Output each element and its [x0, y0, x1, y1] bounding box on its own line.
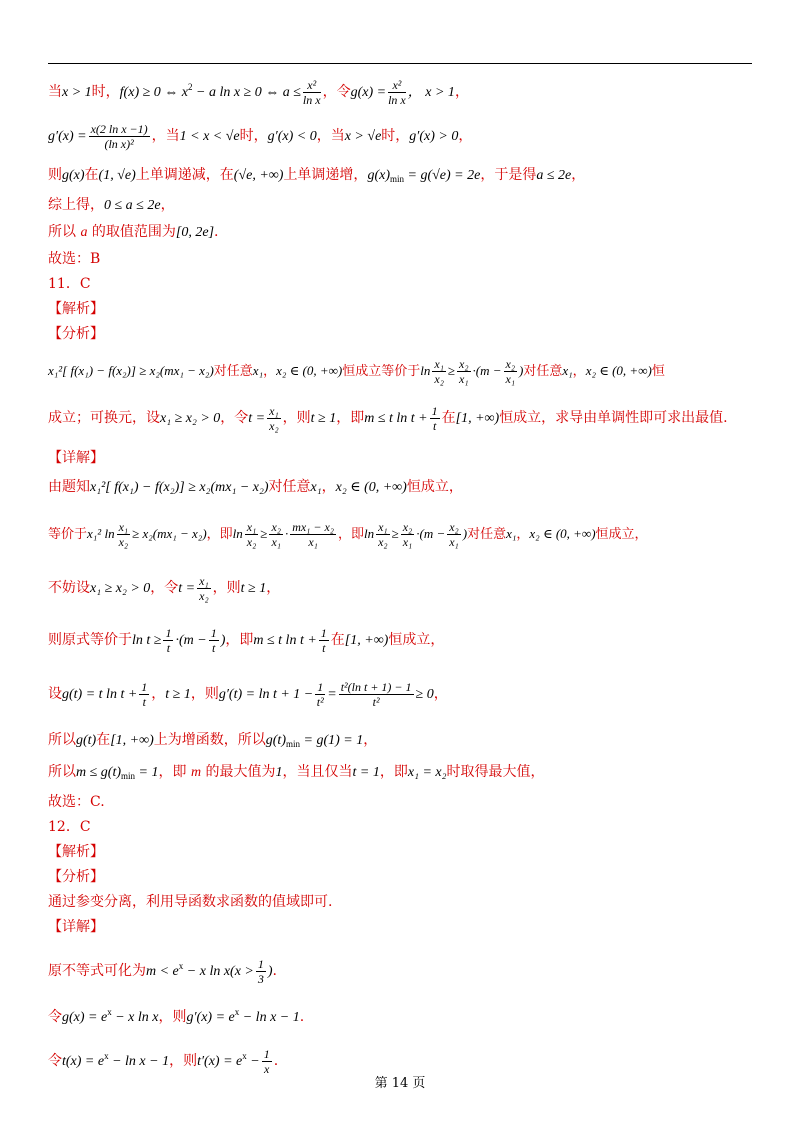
text: ，则: [212, 580, 241, 596]
math: x₁²[ f(x₁) − f(x₂)] ≥ x₂(mx₁ − x₂): [90, 480, 269, 495]
denominator: x₂: [434, 372, 444, 386]
math: t ≥ 1: [310, 411, 337, 426]
numerator: 1: [263, 1046, 270, 1061]
math: ): [519, 363, 524, 378]
denominator: ln x: [302, 92, 321, 107]
line-14: [48, 511, 752, 557]
math: g′(x) < 0: [267, 129, 317, 144]
numerator: x₁: [378, 520, 388, 534]
denominator: x: [264, 1061, 270, 1076]
math: g(t): [265, 733, 286, 748]
text: ，: [160, 197, 175, 213]
fraction: [89, 122, 150, 151]
math: g′(t) = ln t + 1 −: [218, 687, 314, 702]
math: f(x) ≥ 0 ⇔ x: [119, 85, 188, 100]
text: ，当: [151, 128, 180, 144]
numerator: 1: [210, 625, 217, 640]
math: ): [220, 633, 226, 648]
math-sup: x: [104, 1051, 109, 1061]
question-11-heading: [48, 272, 752, 297]
text: 时，: [381, 128, 410, 144]
math: − a ln x ≥ 0 ⇔ a ≤: [192, 85, 301, 100]
math: ·: [284, 526, 289, 541]
fraction: [447, 520, 461, 549]
fraction: [457, 357, 471, 386]
math: ≥ 0: [415, 687, 434, 702]
math: g(t) = t ln t +: [62, 687, 138, 702]
numerator: x₂: [505, 357, 516, 371]
text: 11．C: [48, 276, 91, 292]
math: ·(m −: [175, 633, 207, 648]
math: a ≤ 2e: [536, 168, 572, 183]
math: g(x) = e: [62, 1010, 108, 1025]
math: ·(m −: [472, 363, 502, 378]
line-4: [48, 192, 752, 218]
text: .: [272, 963, 277, 979]
text: 【详解】: [48, 919, 104, 935]
line-1: [48, 66, 752, 108]
fraction: [139, 680, 149, 709]
math: − x ln x: [111, 1010, 159, 1025]
text: 上单调递减，在: [135, 167, 234, 183]
math: x₂ ∈ (0, +∞): [335, 480, 407, 495]
math: g′(x) = e: [186, 1010, 235, 1025]
math: ): [462, 526, 468, 541]
text: ，则: [282, 410, 311, 426]
numerator: 1: [320, 625, 327, 640]
line-10: [48, 347, 752, 395]
math: 0 ≤ a ≤ 2e: [104, 198, 161, 213]
numerator: x₂: [402, 520, 413, 534]
text: 恒成立，: [406, 479, 463, 495]
math: [1, +∞): [110, 733, 154, 748]
math-sup: x: [242, 1051, 247, 1061]
text: 恒成立，: [388, 632, 445, 648]
text: 由题知: [48, 479, 90, 495]
math: m: [190, 765, 202, 780]
text: 恒成立等价于: [342, 364, 421, 379]
text: ，: [266, 580, 281, 596]
math: g(x) =: [350, 85, 387, 100]
fraction: [245, 520, 259, 549]
denominator: x₂: [118, 535, 129, 549]
line-18: [48, 725, 752, 755]
text: ，即: [337, 527, 364, 542]
math: ， x > 1: [407, 85, 455, 100]
text: ，: [516, 527, 530, 542]
fraction: [209, 626, 219, 655]
line-24: [48, 890, 752, 915]
math: t′(x) = e: [197, 1054, 243, 1069]
denominator: t: [432, 418, 437, 433]
fraction: [163, 626, 173, 655]
math: m ≤ g(t): [76, 765, 122, 780]
math: = g(1) = 1: [300, 733, 364, 748]
fraction: [388, 78, 406, 107]
numerator: x²: [303, 78, 321, 93]
math: g′(x) > 0: [409, 129, 459, 144]
math: t = 1: [352, 765, 380, 780]
math: 1: [275, 765, 283, 780]
denominator: t: [142, 694, 146, 709]
math: − ln x − 1: [108, 1054, 170, 1069]
fraction: [430, 404, 440, 433]
text: 恒: [651, 364, 665, 379]
text: 【解析】: [48, 301, 104, 317]
denominator: t²: [316, 694, 324, 709]
line-26: [48, 944, 752, 988]
math: x₁ = x₂: [407, 765, 447, 780]
text: ，即: [225, 632, 254, 648]
page-number: 第 14 页: [374, 1076, 426, 1091]
text: 【分析】: [48, 869, 104, 885]
numerator: 1: [165, 625, 172, 640]
math: x₁²[ f(x₁) − f(x₂)] ≥ x₂(mx₁ − x₂): [48, 363, 214, 378]
text: 成立；可换元，设: [48, 410, 160, 426]
fraction: [269, 520, 283, 549]
numerator: x₂: [449, 520, 459, 534]
fraction: [504, 357, 518, 386]
math: g(x): [367, 168, 390, 183]
text: 在: [441, 410, 456, 426]
line-17: [48, 671, 752, 717]
text: 不妨设: [48, 580, 90, 596]
section-xiangjie-2: [48, 915, 752, 940]
math: ≥: [391, 526, 399, 541]
denominator: x₂: [199, 588, 209, 603]
text: 12．C: [48, 819, 91, 835]
text: 在: [84, 167, 99, 183]
math-sub: min: [285, 739, 300, 749]
line-15: [48, 565, 752, 611]
top-rule: [48, 63, 752, 64]
line-3: [48, 158, 752, 192]
section-fenxi-2: [48, 865, 752, 890]
denominator: t: [166, 640, 171, 655]
math: x₁ ≥ x₂ > 0: [160, 411, 221, 426]
denominator: t: [322, 640, 326, 655]
text: 对任意: [268, 479, 311, 495]
fraction: [117, 520, 131, 549]
math: [1, +∞): [455, 411, 500, 426]
math: g(x): [62, 168, 85, 183]
denominator: ln x: [388, 92, 406, 107]
fraction: [267, 404, 281, 433]
math: x > 1: [62, 85, 92, 100]
math: ln: [420, 363, 431, 378]
math: ≥: [260, 526, 268, 541]
numerator: x₁: [199, 573, 209, 588]
math: m ≤ t ln t +: [253, 633, 317, 648]
numerator: 1: [257, 956, 264, 971]
numerator: x₂: [459, 357, 469, 371]
text: ，令: [322, 84, 351, 100]
text: ，: [572, 364, 586, 379]
text: .: [214, 224, 219, 240]
text: 的最大值为: [201, 764, 276, 780]
question-12-heading: [48, 815, 752, 840]
denominator: x₂: [246, 535, 257, 549]
math: = 1: [135, 765, 159, 780]
text: 在: [330, 632, 345, 648]
text: 则原式等价于: [48, 632, 132, 648]
denominator: 3: [257, 971, 264, 986]
text: 所以: [48, 764, 76, 780]
section-xiangjie: [48, 445, 752, 471]
text: ，则: [158, 1009, 187, 1025]
numerator: x₁: [269, 403, 279, 418]
text: ，: [263, 364, 277, 379]
math: − x ln x: [183, 964, 231, 979]
denominator: x₁: [505, 372, 516, 386]
section-jiexi: [48, 297, 752, 322]
math: ·(m −: [416, 526, 446, 541]
math: x₂ ∈ (0, +∞): [585, 363, 652, 378]
math: x₁: [562, 363, 573, 378]
text: ，: [363, 732, 378, 748]
text: ，令: [150, 580, 179, 596]
text: 故选：C.: [48, 794, 105, 810]
denominator: x₁: [308, 535, 318, 549]
line-6: [48, 246, 752, 272]
denominator: x₁: [402, 535, 413, 549]
numerator: 1: [317, 679, 324, 694]
section-fenxi: [48, 322, 752, 347]
line-13: [48, 471, 752, 503]
text: ，: [571, 167, 586, 183]
math: t(x) = e: [62, 1054, 105, 1069]
denominator: x₂: [378, 535, 388, 549]
math: x₂ ∈ (0, +∞): [529, 526, 596, 541]
math: [0, 2e]: [175, 225, 215, 240]
text: ，于是得: [480, 167, 537, 183]
math: x > √e: [344, 129, 382, 144]
text: 上为增函数，所以: [153, 732, 266, 748]
fraction: [376, 520, 390, 549]
fraction: [401, 520, 415, 549]
section-jiexi-2: [48, 840, 752, 865]
fraction: [319, 626, 329, 655]
math: x₁² ln: [87, 526, 115, 541]
text: 恒成立，求导由单调性即可求出最值.: [499, 410, 728, 426]
math: (x >: [230, 964, 254, 979]
text: ，: [454, 84, 469, 100]
text: ，: [321, 479, 336, 495]
text: 时，: [239, 128, 268, 144]
math: ln t ≥: [132, 633, 162, 648]
text: 设: [48, 686, 62, 702]
text: ，即: [206, 527, 233, 542]
text: 【解析】: [48, 844, 104, 860]
text: 对任意: [523, 364, 563, 379]
line-5: [48, 218, 752, 246]
text: 时，: [91, 84, 120, 100]
text: 在: [96, 732, 111, 748]
text: ，: [458, 128, 473, 144]
text: 【分析】: [48, 326, 104, 342]
text: ，令: [220, 410, 249, 426]
line-27: [48, 994, 752, 1030]
line-16: [48, 617, 752, 663]
math: [1, +∞): [344, 633, 389, 648]
math: (1, √e): [98, 168, 136, 183]
fraction: [339, 680, 414, 709]
text: ，即: [379, 764, 408, 780]
math: ln: [363, 526, 375, 541]
fraction: [315, 680, 325, 709]
fraction: [290, 520, 336, 549]
text: 所以: [48, 224, 81, 240]
math: t =: [248, 411, 266, 426]
text: 通过参变分离，利用导函数求函数的值域即可.: [48, 894, 333, 910]
text: ，: [151, 686, 166, 702]
fraction: [432, 357, 446, 386]
text: ，则: [190, 686, 219, 702]
numerator: x₁: [246, 520, 257, 534]
text: 【详解】: [48, 450, 104, 466]
math: (√e, +∞): [233, 168, 284, 183]
text: 综上得，: [48, 197, 104, 213]
math: = g(√e) = 2e: [404, 168, 481, 183]
text: 恒成立，: [595, 527, 648, 542]
fraction: [303, 78, 321, 107]
denominator: x₁: [459, 372, 469, 386]
denominator: x₂: [269, 418, 279, 433]
text: 故选：B: [48, 251, 101, 267]
math: m < e: [146, 964, 179, 979]
math: t ≥ 1: [240, 581, 267, 596]
math: x₁: [506, 526, 517, 541]
line-20: [48, 789, 752, 815]
fraction: [197, 574, 211, 603]
numerator: x₁: [118, 520, 129, 534]
numerator: mx₁ − x₂: [292, 520, 334, 534]
text: ，当且仅当: [282, 764, 353, 780]
numerator: x(2 ln x −1): [90, 121, 148, 136]
text: 所以: [48, 732, 76, 748]
numerator: 1: [431, 403, 438, 418]
math: t =: [178, 581, 196, 596]
text: ，: [433, 686, 448, 702]
math-sub: min: [389, 174, 404, 184]
math: a: [80, 225, 88, 240]
text: 时取得最大值，: [446, 764, 545, 780]
math: t ≥ 1: [165, 687, 191, 702]
math-sup: x: [178, 961, 184, 971]
text: 原不等式可化为: [48, 963, 146, 979]
text: 当: [48, 84, 62, 100]
denominator: x₁: [271, 535, 281, 549]
line-11: [48, 395, 752, 441]
text: 对任意: [467, 527, 507, 542]
text: .: [273, 1053, 279, 1069]
numerator: 1: [141, 679, 148, 694]
text: 令: [48, 1053, 62, 1069]
math: =: [327, 687, 337, 702]
math: − ln x − 1: [239, 1010, 300, 1025]
math: 1 < x < √e: [179, 129, 240, 144]
text: 上单调递增，: [283, 167, 368, 183]
fraction: [256, 957, 266, 986]
numerator: x₂: [271, 520, 281, 534]
numerator: x₁: [434, 357, 444, 371]
math: ≥ x₂(mx₁ − x₂): [132, 526, 207, 541]
numerator: x²: [388, 78, 406, 93]
math-sub: min: [121, 771, 136, 781]
math: g′(x) =: [48, 129, 87, 144]
math: m ≤ t ln t +: [364, 411, 428, 426]
text: 则: [48, 167, 62, 183]
math-sup: x: [107, 1007, 112, 1017]
line-19: [48, 755, 752, 789]
text: ，即: [158, 764, 191, 780]
math: g(t): [76, 733, 97, 748]
math: ): [267, 964, 273, 979]
text: 等价于: [48, 527, 88, 542]
math: ln: [232, 526, 243, 541]
text: .: [299, 1009, 305, 1025]
text: ，则: [169, 1053, 198, 1069]
math: −: [246, 1054, 260, 1069]
text: ，当: [316, 128, 345, 144]
math: x₁: [252, 363, 264, 378]
denominator: t²: [372, 694, 380, 709]
numerator: t²(ln t + 1) − 1: [340, 679, 412, 694]
document-body: [48, 66, 752, 1078]
denominator: x₁: [449, 535, 459, 549]
math: x₁ ≥ x₂ > 0: [90, 581, 151, 596]
line-2: [48, 114, 752, 158]
text: 令: [48, 1009, 62, 1025]
math-sup: x: [234, 1007, 240, 1017]
text: ，即: [336, 410, 365, 426]
math: x₁: [310, 480, 322, 495]
math-sup: 2: [188, 82, 193, 92]
text: 的取值范围为: [87, 224, 176, 240]
text: 对任意: [213, 364, 253, 379]
math: ≥: [447, 363, 456, 378]
math: x₂ ∈ (0, +∞): [276, 363, 343, 378]
denominator: (ln x)²: [104, 136, 134, 151]
denominator: t: [212, 640, 216, 655]
